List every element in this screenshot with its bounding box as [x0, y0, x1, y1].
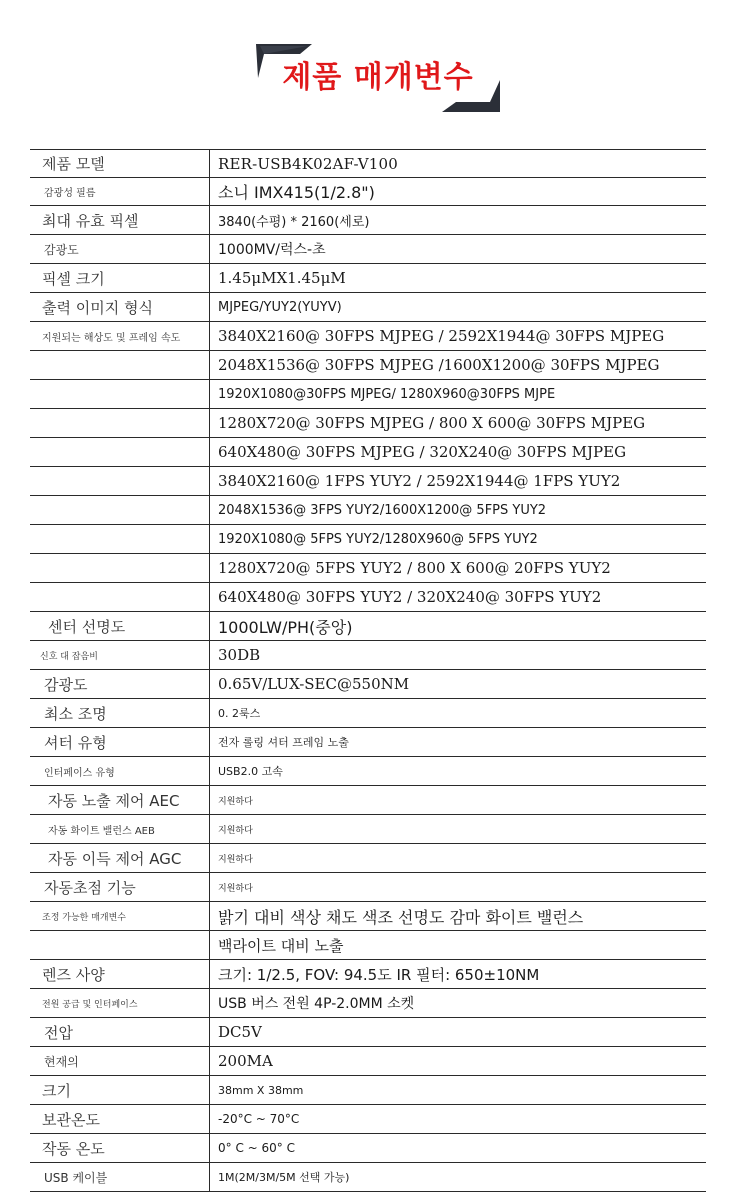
spec-value: 3840X2160@ 30FPS MJPEG / 2592X1944@ 30FPS MJPEG	[218, 327, 665, 345]
spec-value: 200MA	[218, 1052, 273, 1070]
spec-label: 출력 이미지 형식	[30, 293, 210, 321]
spec-row-output-format	[30, 293, 706, 322]
spec-label-empty	[30, 380, 210, 408]
spec-value: 지원하다	[218, 883, 253, 894]
spec-row-resolution	[30, 380, 706, 409]
spec-value: 지원하다	[218, 825, 253, 836]
spec-label: 렌즈 사양	[30, 960, 210, 988]
spec-value: 38mm X 38mm	[218, 1083, 304, 1097]
spec-label-empty	[30, 496, 210, 524]
spec-row-shutter-type	[30, 728, 706, 757]
spec-value: 1280X720@ 30FPS MJPEG / 800 X 600@ 30FPS MJPEG	[218, 414, 646, 432]
spec-value: 2048X1536@ 3FPS YUY2/1600X1200@ 5FPS YUY2	[218, 502, 547, 518]
spec-label: 인터페이스 유형	[30, 757, 210, 785]
spec-label-empty	[30, 583, 210, 611]
spec-label: 자동 이득 제어 AGC	[30, 844, 210, 872]
spec-row-resolution	[30, 583, 706, 612]
spec-value: MJPEG/YUY2(YUYV)	[218, 299, 342, 315]
spec-value: 소니 IMX415(1/2.8")	[218, 183, 375, 202]
spec-row-snr	[30, 641, 706, 670]
spec-row-min-illumination	[30, 699, 706, 728]
spec-row-operating-temp	[30, 1134, 706, 1163]
spec-label: 자동 노출 제어 AEC	[30, 786, 210, 814]
spec-label: 감광도	[30, 235, 210, 263]
spec-value: 640X480@ 30FPS YUY2 / 320X240@ 30FPS YUY2	[218, 588, 602, 606]
spec-row-adjustable-params	[30, 902, 706, 931]
spec-value: 0.65V/LUX-SEC@550NM	[218, 675, 410, 693]
spec-row-resolution	[30, 496, 706, 525]
spec-row-resolution	[30, 351, 706, 380]
spec-label: 자동초점 기능	[30, 873, 210, 901]
spec-value: 1000LW/PH(중앙)	[218, 617, 353, 637]
spec-label: 감광성 필름	[30, 178, 210, 205]
spec-value: 전자 롤링 셔터 프레임 노출	[218, 736, 349, 749]
spec-value: 1920X1080@30FPS MJPEG/ 1280X960@30FPS MJPE	[218, 386, 556, 402]
spec-row-resolution	[30, 409, 706, 438]
spec-row-power	[30, 989, 706, 1018]
spec-value: 0. 2룩스	[218, 707, 261, 720]
spec-value: -20°C ~ 70°C	[218, 1112, 300, 1126]
spec-row-sensitivity-2	[30, 670, 706, 699]
spec-label: 최소 조명	[30, 699, 210, 727]
spec-row-interface	[30, 757, 706, 786]
spec-row-size	[30, 1076, 706, 1105]
spec-label-empty	[30, 409, 210, 437]
spec-row-autofocus	[30, 873, 706, 902]
spec-value: 640X480@ 30FPS MJPEG / 320X240@ 30FPS MJPEG	[218, 443, 627, 461]
spec-label: 크기	[30, 1076, 210, 1104]
spec-row-current	[30, 1047, 706, 1076]
page-title: 제품 매개변수	[282, 60, 474, 95]
spec-label: 제품 모델	[30, 150, 210, 177]
spec-row-adjustable-params	[30, 931, 706, 960]
spec-value: 1000MV/럭스-초	[218, 242, 326, 258]
spec-value: 1280X720@ 5FPS YUY2 / 800 X 600@ 20FPS YUY2	[218, 559, 611, 577]
title-banner	[252, 40, 504, 116]
spec-row-max-pixels	[30, 206, 706, 235]
spec-value: 밝기 대비 색상 채도 색조 선명도 감마 화이트 밸런스	[218, 907, 584, 927]
spec-value: 1M(2M/3M/5M 선택 가능)	[218, 1171, 350, 1184]
spec-label: USB 케이블	[30, 1163, 210, 1191]
spec-row-lens	[30, 960, 706, 989]
spec-row-resolution	[30, 525, 706, 554]
spec-label: 조정 가능한 매개변수	[30, 902, 210, 930]
spec-value: 1920X1080@ 5FPS YUY2/1280X960@ 5FPS YUY2	[218, 531, 538, 547]
spec-row-sensitivity	[30, 235, 706, 264]
spec-row-resolution	[30, 467, 706, 496]
spec-value: DC5V	[218, 1023, 262, 1041]
spec-value: 지원하다	[218, 796, 253, 807]
spec-label: 픽셀 크기	[30, 264, 210, 292]
spec-row-model	[30, 149, 706, 178]
spec-value: 지원하다	[218, 854, 253, 865]
spec-value: USB2.0 고속	[218, 765, 283, 778]
spec-value: 크기: 1/2.5, FOV: 94.5도 IR 필터: 650±10NM	[218, 965, 540, 984]
spec-value: 0° C ~ 60° C	[218, 1141, 295, 1155]
spec-label-empty	[30, 438, 210, 466]
spec-label: 자동 화이트 밸런스 AEB	[30, 815, 210, 843]
spec-row-aec	[30, 786, 706, 815]
spec-row-storage-temp	[30, 1105, 706, 1134]
spec-label-empty	[30, 525, 210, 553]
spec-row-pixel-size	[30, 264, 706, 293]
spec-label-empty	[30, 351, 210, 379]
spec-row-resolution	[30, 554, 706, 583]
spec-row-resolution	[30, 438, 706, 467]
spec-label: 지원되는 해상도 및 프레임 속도	[30, 322, 210, 350]
spec-label: 신호 대 잡음비	[30, 641, 210, 669]
spec-label: 센터 선명도	[30, 612, 210, 640]
spec-label: 작동 온도	[30, 1134, 210, 1162]
spec-label: 감광도	[30, 670, 210, 698]
spec-row-resolution	[30, 322, 706, 351]
spec-value: USB 버스 전원 4P-2.0MM 소켓	[218, 996, 415, 1012]
spec-label-empty	[30, 554, 210, 582]
spec-label: 보관온도	[30, 1105, 210, 1133]
spec-row-aeb	[30, 815, 706, 844]
spec-value: 3840(수평) * 2160(세로)	[218, 214, 370, 230]
spec-row-usb-cable	[30, 1163, 706, 1192]
spec-row-agc	[30, 844, 706, 873]
spec-row-voltage	[30, 1018, 706, 1047]
spec-value: 백라이트 대비 노출	[218, 936, 344, 955]
spec-value: 1.45μMX1.45μM	[218, 269, 346, 287]
spec-label-empty	[30, 467, 210, 495]
spec-label: 현재의	[30, 1047, 210, 1075]
spec-value: 30DB	[218, 646, 261, 664]
spec-value: RER-USB4K02AF-V100	[218, 154, 398, 173]
spec-row-sensor	[30, 178, 706, 206]
spec-value: 3840X2160@ 1FPS YUY2 / 2592X1944@ 1FPS YUY2	[218, 472, 621, 490]
spec-label: 전원 공급 및 인터페이스	[30, 989, 210, 1017]
spec-value: 2048X1536@ 30FPS MJPEG /1600X1200@ 30FPS MJPEG	[218, 356, 660, 374]
spec-label: 셔터 유형	[30, 728, 210, 756]
spec-table	[30, 149, 706, 1192]
spec-label: 전압	[30, 1018, 210, 1046]
spec-row-center-sharpness	[30, 612, 706, 641]
spec-label: 최대 유효 픽셀	[30, 206, 210, 234]
spec-label-empty	[30, 931, 210, 959]
